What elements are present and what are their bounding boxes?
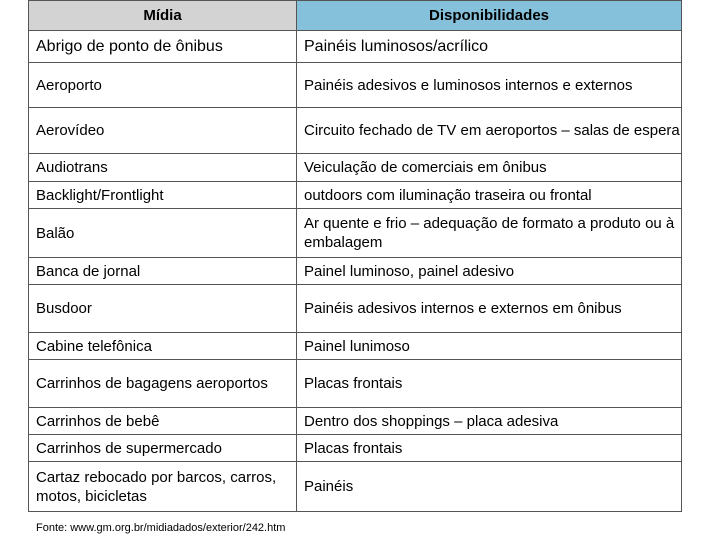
cell-midia: Cabine telefônica — [29, 333, 297, 360]
cell-midia: Banca de jornal — [29, 258, 297, 285]
cell-disponibilidade: outdoors com iluminação traseira ou frontal — [297, 182, 682, 209]
table-row — [29, 209, 682, 258]
table-row — [29, 108, 682, 154]
cell-disponibilidade: Dentro dos shoppings – placa adesiva — [297, 408, 682, 435]
cell-disponibilidade: Painéis adesivos e luminosos internos e externos — [297, 63, 682, 108]
cell-disponibilidade: Painéis adesivos internos e externos em ônibus — [297, 285, 682, 333]
cell-midia: Aerovídeo — [29, 108, 297, 154]
table-row — [29, 154, 682, 182]
media-table — [28, 0, 682, 512]
cell-disponibilidade: Painéis luminosos/acrílico — [297, 31, 682, 63]
cell-midia: Cartaz rebocado por barcos, carros, motos, bicicletas — [29, 462, 297, 512]
cell-midia: Carrinhos de bagagens aeroportos — [29, 360, 297, 408]
table-row — [29, 360, 682, 408]
cell-disponibilidade: Placas frontais — [297, 435, 682, 462]
source-footnote: Fonte: www.gm.org.br/midiadados/exterior/242.htm — [36, 522, 286, 534]
header-row — [29, 1, 682, 31]
header-midia: Mídia — [29, 1, 297, 31]
cell-disponibilidade: Painel luminoso, painel adesivo — [297, 258, 682, 285]
cell-midia: Aeroporto — [29, 63, 297, 108]
cell-midia: Busdoor — [29, 285, 297, 333]
cell-midia: Abrigo de ponto de ônibus — [29, 31, 297, 63]
cell-disponibilidade: Veiculação de comerciais em ônibus — [297, 154, 682, 182]
cell-midia: Backlight/Frontlight — [29, 182, 297, 209]
header-disponibilidades: Disponibilidades — [297, 1, 682, 31]
table-row — [29, 462, 682, 512]
table-row — [29, 333, 682, 360]
table-row — [29, 435, 682, 462]
cell-disponibilidade: Painel lunimoso — [297, 333, 682, 360]
table-row — [29, 408, 682, 435]
table-row — [29, 285, 682, 333]
cell-disponibilidade: Circuito fechado de TV em aeroportos – salas de espera — [297, 108, 682, 154]
cell-midia: Audiotrans — [29, 154, 297, 182]
cell-midia: Carrinhos de supermercado — [29, 435, 297, 462]
cell-disponibilidade: Painéis — [297, 462, 682, 512]
cell-disponibilidade: Ar quente e frio – adequação de formato a produto ou à embalagem — [297, 209, 682, 258]
cell-midia: Carrinhos de bebê — [29, 408, 297, 435]
table-row — [29, 182, 682, 209]
cell-disponibilidade: Placas frontais — [297, 360, 682, 408]
table-row — [29, 31, 682, 63]
table-row — [29, 258, 682, 285]
cell-midia: Balão — [29, 209, 297, 258]
table-row — [29, 63, 682, 108]
